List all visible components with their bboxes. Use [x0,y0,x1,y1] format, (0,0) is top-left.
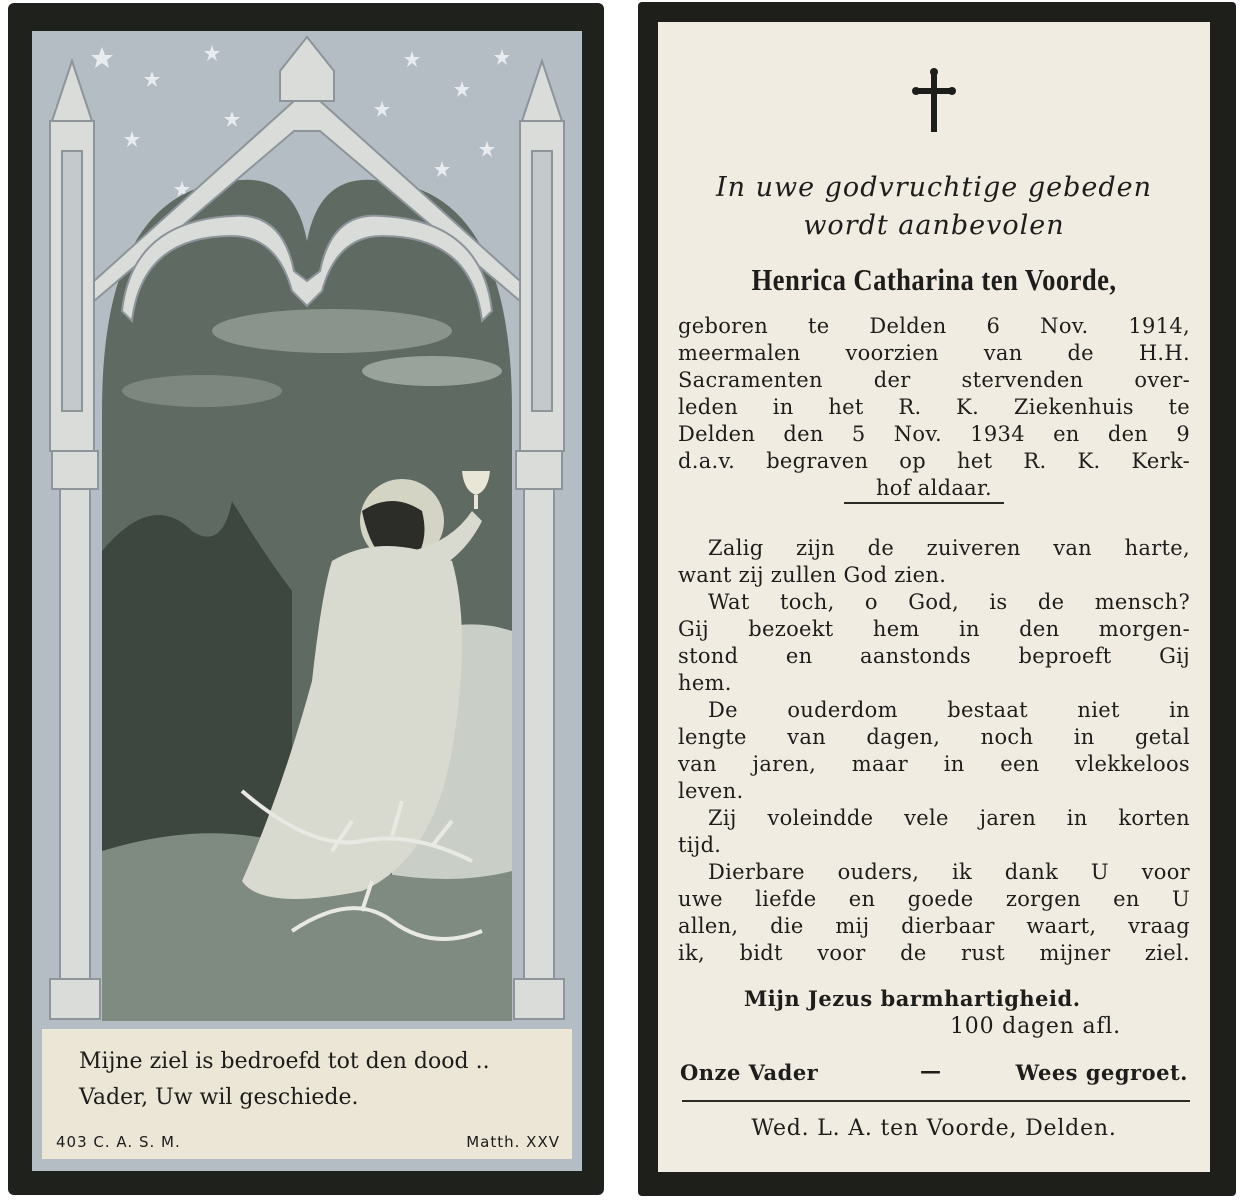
verse-line: stond en aanstonds beproeft Gij [678,644,1190,668]
verse-line: Zij voleindde vele jaren in korten [708,806,1190,830]
printer-credit: Wed. L. A. ten Voorde, Delden. [751,1116,1117,1141]
holy-card-front [8,3,604,1195]
memorial-card-back [638,2,1236,1196]
biography-line: d.a.v. begraven op het R. K. Kerk- [678,449,1190,473]
biography-line: Sacramenten der stervenden over- [678,368,1190,392]
verse-line: hem. [678,671,732,695]
biography-line: leden in het R. K. Ziekenhuis te [678,395,1190,419]
caption-line-1: Mijne ziel is bedroefd tot den dood .. [79,1049,490,1074]
biography-line: hof aldaar. [875,476,993,500]
verse-line: Dierbare ouders, ik dank U voor [708,860,1190,884]
verse-line: lengte van dagen, noch in getal [678,725,1190,749]
indulgence-text: 100 dagen afl. [950,1014,1121,1039]
footer-divider [682,1100,1190,1102]
latin-cross-icon [912,68,956,134]
memorial-text-panel [658,22,1210,1172]
biography-line: geboren te Delden 6 Nov. 1914, [678,314,1190,338]
card-front-frame [32,31,582,1171]
invocation-text: Mijn Jezus barmhartigheid. [744,986,1081,1011]
verse-line: van jaren, maar in een vlekkeloos [678,752,1190,776]
prayer-wees-gegroet: Wees gegroet. [1015,1060,1188,1085]
verse-line: allen, die mij dierbaar waart, vraag [678,914,1190,938]
deceased-name: Henrica Catharina ten Voorde, [751,262,1117,297]
verse-line: Wat toch, o God, is de mensch? [708,590,1190,614]
verse-line: ik, bidt voor de rust mijner ziel. [678,941,1190,965]
gethsemane-illustration [32,31,582,1021]
verse-line: want zij zullen God zien. [678,563,947,587]
verse-line: leven. [678,779,744,803]
intro-line-1: In uwe godvruchtige gebeden [715,172,1153,203]
biography-line: Delden den 5 Nov. 1934 en den 9 [678,422,1190,446]
verse-line: Gij bezoekt hem in den morgen- [678,617,1190,641]
scripture-reference: Matth. XXV [466,1133,560,1151]
biography-line: meermalen voorzien van de H.H. [678,341,1190,365]
section-divider [844,502,1004,504]
verse-line: uwe liefde en goede zorgen en U [678,887,1190,911]
publisher-code: 403 C. A. S. M. [56,1133,181,1151]
caption-line-2: Vader, Uw wil geschiede. [79,1085,359,1110]
card-caption-box [42,1029,572,1159]
prayer-onze-vader: Onze Vader [680,1060,819,1085]
verse-line: tijd. [678,833,722,857]
intro-line-2: wordt aanbevolen [803,210,1065,241]
verse-line: Zalig zijn de zuiveren van harte, [708,536,1190,560]
prayer-dash: — [920,1058,942,1083]
verse-line: De ouderdom bestaat niet in [708,698,1190,722]
